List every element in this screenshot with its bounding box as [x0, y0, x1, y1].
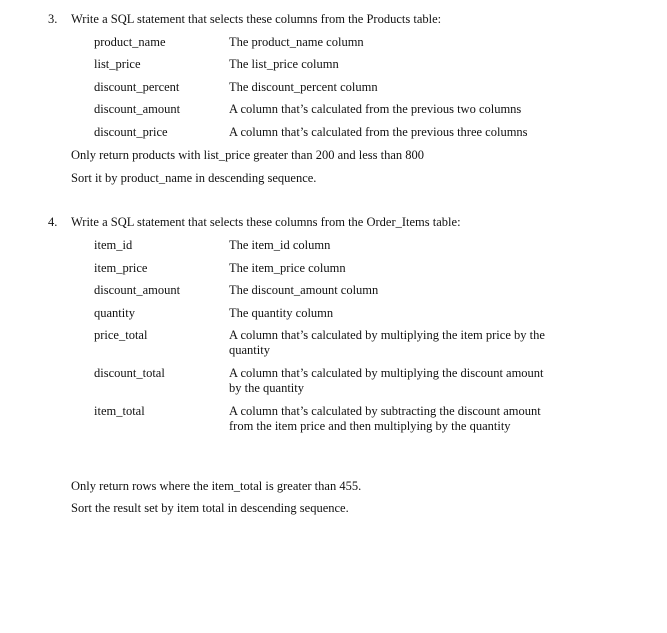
q3-filter-note: Only return products with list_price greater than 200 and less than 800 [71, 148, 425, 162]
q3-column-name: discount_percent [94, 80, 180, 94]
q3-column-description: The product_name column [229, 35, 364, 49]
q4-column-description: A column that’s calculated by multiplying the discount amount by the quantity [229, 366, 544, 395]
q4-column-description: A column that’s calculated by subtracting the discount amount from the item price and then multiplying by the quantity [229, 404, 541, 433]
q4-column-name: item_price [94, 261, 148, 275]
q3-column-name: list_price [94, 57, 141, 71]
q3-heading: Write a SQL statement that selects these columns from the Products table: [71, 12, 442, 26]
q4-heading: Write a SQL statement that selects these columns from the Order_Items table: [71, 215, 461, 229]
q3-column-description: The list_price column [229, 57, 339, 71]
q4-column-name: quantity [94, 306, 135, 320]
q4-sort-note: Sort the result set by item total in descending sequence. [71, 501, 349, 515]
q3-column-description: The discount_percent column [229, 80, 378, 94]
q4-filter-note: Only return rows where the item_total is greater than 455. [71, 479, 362, 493]
q4-column-name: price_total [94, 328, 148, 342]
q3-column-name: product_name [94, 35, 166, 49]
q3-column-description: A column that’s calculated from the previous two columns [229, 102, 522, 116]
q4-column-description: The discount_amount column [229, 283, 379, 297]
q4-column-description: The item_id column [229, 238, 331, 252]
q4-number: 4. [48, 215, 58, 229]
q3-column-name: discount_price [94, 125, 168, 139]
q4-column-description: The quantity column [229, 306, 334, 320]
q4-column-name: item_total [94, 404, 145, 418]
q3-column-name: discount_amount [94, 102, 181, 116]
q4-column-name: item_id [94, 238, 133, 252]
q3-sort-note: Sort it by product_name in descending sequence. [71, 171, 317, 185]
q3-number: 3. [48, 12, 58, 26]
q4-column-description: A column that’s calculated by multiplying the item price by the quantity [229, 328, 545, 357]
q4-column-name: discount_amount [94, 283, 181, 297]
q3-column-description: A column that’s calculated from the previous three columns [229, 125, 528, 139]
q4-column-description: The item_price column [229, 261, 346, 275]
q4-column-name: discount_total [94, 366, 165, 380]
